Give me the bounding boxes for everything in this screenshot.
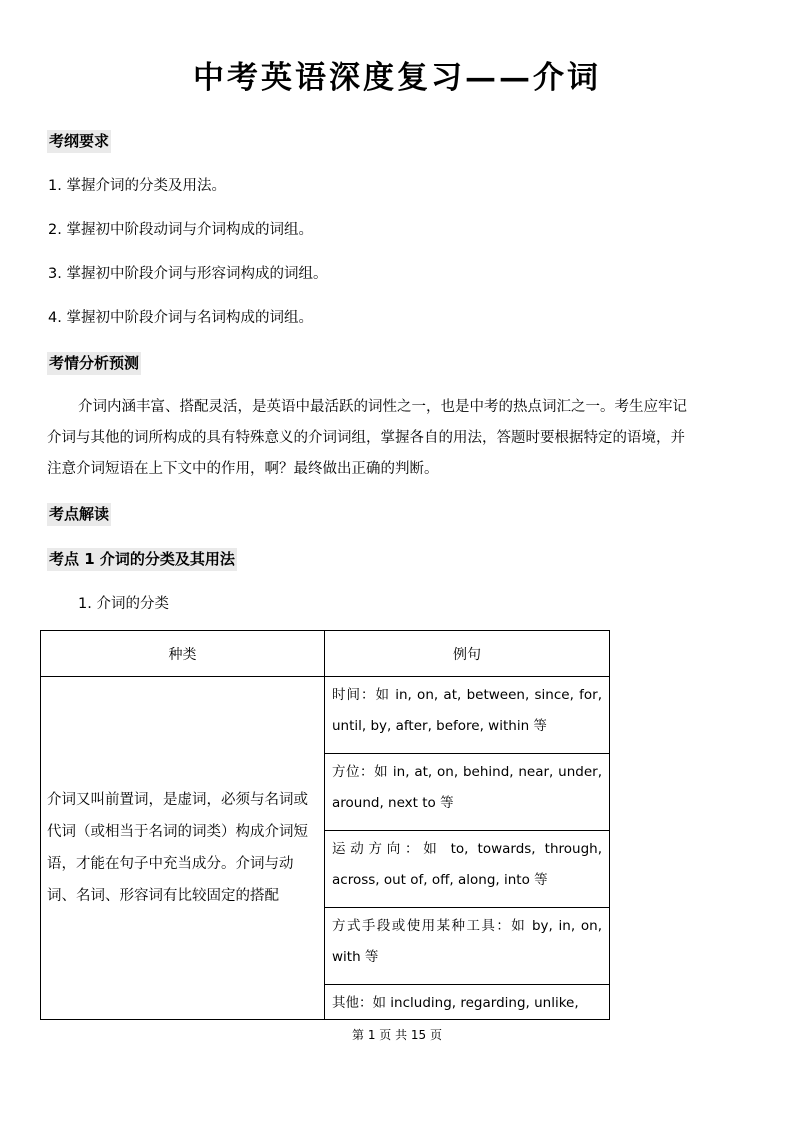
section-heading-analysis: 考情分析预测 xyxy=(47,352,141,375)
section-heading-outline: 考纲要求 xyxy=(47,130,111,153)
example-direction: 运动方向：如 to, towards, through, across, out of, off, along, into 等 xyxy=(325,831,610,908)
example-position: 方位：如 in, at, on, behind, near, under, around, next to 等 xyxy=(325,754,610,831)
analysis-line-3: 注意介词短语在上下文中的作用，啊？最终做出正确的判断。 xyxy=(47,461,439,477)
page-title: 中考英语深度复习——介词 xyxy=(193,60,601,96)
example-other: 其他：如 including, regarding, unlike, xyxy=(325,985,610,1020)
analysis-line-2: 介词与其他的词所构成的具有特殊意义的介词词组，掌握各自的用法，答题时要根据特定的语境，并 xyxy=(47,430,685,446)
category-description: 介词又叫前置词，是虚词，必须与名词或代词（或相当于名词的词类）构成介词短语，才能在句子中充当成分。介词与动词、名词、形容词有比较固定的搭配 xyxy=(41,677,325,1020)
outline-item-4: 4. 掌握初中阶段介词与名词构成的词组。 xyxy=(48,310,313,326)
header-example: 例句 xyxy=(325,631,610,677)
point1-heading: 考点 1 介词的分类及其用法 xyxy=(47,548,237,571)
analysis-paragraph xyxy=(47,392,747,485)
header-category: 种类 xyxy=(41,631,325,677)
preposition-classification-table xyxy=(40,630,610,1020)
table-header-row xyxy=(41,631,610,677)
outline-item-2: 2. 掌握初中阶段动词与介词构成的词组。 xyxy=(48,222,313,238)
example-manner: 方式手段或使用某种工具：如 by, in, on, with 等 xyxy=(325,908,610,985)
page-footer: 第 1 页 共 15 页 xyxy=(352,1028,442,1042)
example-time: 时间：如 in, on, at, between, since, for, until, by, after, before, within 等 xyxy=(325,677,610,754)
table-row xyxy=(41,677,610,754)
sub-heading-classification: 1. 介词的分类 xyxy=(78,596,169,612)
outline-item-1: 1. 掌握介词的分类及用法。 xyxy=(48,178,226,194)
outline-item-3: 3. 掌握初中阶段介词与形容词构成的词组。 xyxy=(48,266,328,282)
section-heading-interpret: 考点解读 xyxy=(47,503,111,526)
analysis-line-1: 介词内涵丰富、搭配灵活，是英语中最活跃的词性之一，也是中考的热点词汇之一。考生应牢记 xyxy=(78,399,687,415)
